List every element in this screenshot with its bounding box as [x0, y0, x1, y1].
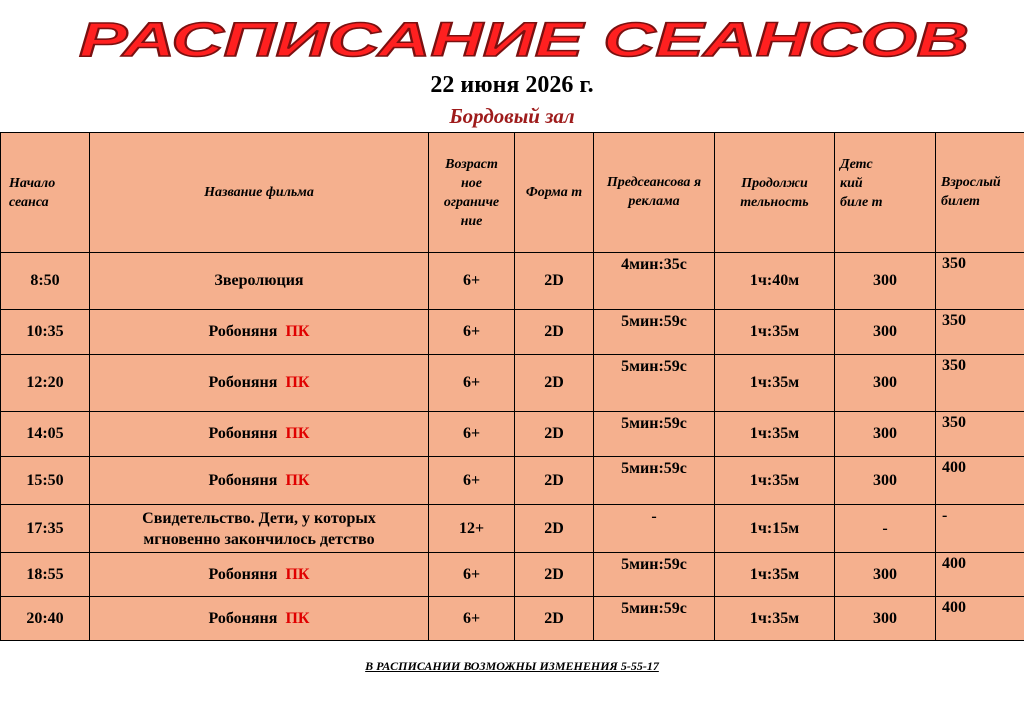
age-rating: 6+ — [429, 553, 515, 597]
session-time: 14:05 — [1, 412, 90, 457]
ad-duration: 5мин:59с — [594, 597, 715, 641]
table-row — [1, 553, 1024, 597]
table-row — [1, 355, 1024, 412]
ad-duration: 4мин:35с — [594, 253, 715, 310]
film-duration: 1ч:35м — [715, 553, 835, 597]
film-title: Робоняня — [208, 425, 278, 442]
child-ticket-price: - — [835, 505, 936, 553]
session-time: 17:35 — [1, 505, 90, 553]
film-tag: ПК — [285, 374, 310, 391]
child-ticket-price: 300 — [835, 412, 936, 457]
age-rating: 6+ — [429, 253, 515, 310]
schedule-note: В РАСПИСАНИИ ВОЗМОЖНЫ ИЗМЕНЕНИЯ 5-55-17 — [365, 659, 659, 673]
child-ticket-price: 300 — [835, 597, 936, 641]
schedule-date: 22 июня 2026 г. — [430, 72, 594, 98]
adult-ticket-price: 400 — [936, 597, 1024, 641]
film-title: Робоняня — [208, 609, 278, 627]
age-rating: 6+ — [429, 412, 515, 457]
ad-duration: 5мин:59с — [594, 412, 715, 457]
adult-ticket-price: 350 — [936, 355, 1024, 412]
film-title-cell — [90, 412, 429, 457]
header-start: Начало сеанса — [1, 133, 90, 253]
adult-ticket-price: 400 — [936, 457, 1024, 505]
film-duration: 1ч:35м — [715, 597, 835, 641]
table-row — [1, 253, 1024, 310]
page-title — [0, 12, 1024, 70]
film-title: Робоняня — [208, 565, 278, 583]
header-film: Название фильма — [90, 133, 429, 253]
header-duration: Продолжи тельность — [715, 133, 835, 253]
film-title: Робоняня — [208, 374, 278, 391]
film-format: 2D — [515, 505, 594, 553]
header-ads: Предсеансова я реклама — [594, 133, 715, 253]
film-tag: ПК — [285, 471, 310, 489]
film-title-cell — [90, 355, 429, 412]
film-tag: ПК — [285, 609, 310, 627]
adult-ticket-price: - — [936, 505, 1024, 553]
adult-ticket-price: 400 — [936, 553, 1024, 597]
film-format: 2D — [515, 253, 594, 310]
film-format: 2D — [515, 597, 594, 641]
session-time: 8:50 — [1, 253, 90, 310]
age-rating: 6+ — [429, 355, 515, 412]
child-ticket-price: 300 — [835, 355, 936, 412]
film-format: 2D — [515, 355, 594, 412]
age-rating: 6+ — [429, 597, 515, 641]
film-title-cell — [90, 253, 429, 310]
film-title-cell — [90, 505, 429, 553]
table-row — [1, 310, 1024, 355]
child-ticket-price: 300 — [835, 253, 936, 310]
film-title-cell — [90, 457, 429, 505]
ad-duration: 5мин:59с — [594, 355, 715, 412]
child-ticket-price: 300 — [835, 553, 936, 597]
adult-ticket-price: 350 — [936, 412, 1024, 457]
film-format: 2D — [515, 412, 594, 457]
film-format: 2D — [515, 310, 594, 355]
age-rating: 6+ — [429, 310, 515, 355]
table-row — [1, 412, 1024, 457]
age-rating: 12+ — [429, 505, 515, 553]
session-time: 15:50 — [1, 457, 90, 505]
session-time: 18:55 — [1, 553, 90, 597]
schedule-table — [0, 132, 1024, 641]
film-duration: 1ч:35м — [715, 355, 835, 412]
header-child-ticket: Детс кий биле т — [835, 133, 936, 253]
film-title: Свидетельство. Дети, у которых мгновенно закончилось детство — [142, 509, 376, 548]
film-title-cell — [90, 310, 429, 355]
hall-name: Бордовый зал — [449, 104, 575, 128]
child-ticket-price: 300 — [835, 457, 936, 505]
header-row — [1, 133, 1024, 253]
film-duration: 1ч:35м — [715, 310, 835, 355]
ad-duration: - — [594, 505, 715, 553]
header-format: Форма т — [515, 133, 594, 253]
header-adult-ticket: Взрослый билет — [936, 133, 1024, 253]
film-duration: 1ч:35м — [715, 412, 835, 457]
film-title-cell — [90, 553, 429, 597]
session-time: 12:20 — [1, 355, 90, 412]
film-title: Робоняня — [208, 323, 278, 340]
film-title: Робоняня — [208, 471, 278, 489]
adult-ticket-price: 350 — [936, 310, 1024, 355]
session-time: 10:35 — [1, 310, 90, 355]
table-row — [1, 457, 1024, 505]
ad-duration: 5мин:59с — [594, 310, 715, 355]
table-row — [1, 505, 1024, 553]
ad-duration: 5мин:59с — [594, 457, 715, 505]
film-format: 2D — [515, 457, 594, 505]
film-duration: 1ч:15м — [715, 505, 835, 553]
table-row — [1, 597, 1024, 641]
film-duration: 1ч:40м — [715, 253, 835, 310]
header-age: Возраст ное ограниче ние — [429, 133, 515, 253]
title-text: РАСПИСАНИЕ СЕАНСОВ — [79, 14, 969, 67]
film-title-cell — [90, 597, 429, 641]
ad-duration: 5мин:59с — [594, 553, 715, 597]
film-tag: ПК — [285, 425, 310, 442]
adult-ticket-price: 350 — [936, 253, 1024, 310]
film-format: 2D — [515, 553, 594, 597]
film-tag: ПК — [285, 323, 310, 340]
session-time: 20:40 — [1, 597, 90, 641]
film-duration: 1ч:35м — [715, 457, 835, 505]
age-rating: 6+ — [429, 457, 515, 505]
child-ticket-price: 300 — [835, 310, 936, 355]
film-tag: ПК — [285, 565, 310, 583]
film-title: Зверолюция — [214, 272, 304, 289]
